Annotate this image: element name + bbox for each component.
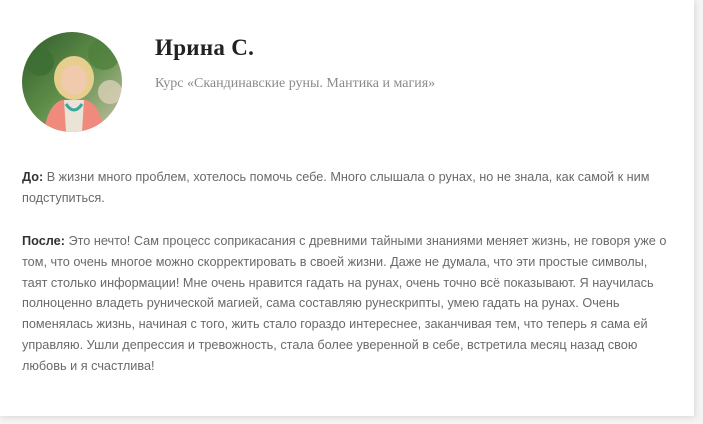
after-text: Это нечто! Сам процесс соприкасания с древними тайными знаниями меняет жизнь, не говоря уже о том, что очень многое можно скорректировать в своей жизни. Даже не думала, что эти простые символы, таят столько информации! Мне очень нравится гадать на рунах, очень точно всё показывают. Я научилась полноценно владеть рунической магией, сама составляю рунескрипты, умею гадать на рунах. Очень поменялась жизнь, начиная с того, жить стало гораздо интереснее, заканчивая тем, что теперь я сама ей управляю. Ушли депрессия и тревожность, стала более уверенной в себе, встретила месяц назад свою любовь и я счастлива! <box>22 234 667 373</box>
before-paragraph <box>22 167 667 209</box>
after-paragraph <box>22 231 667 377</box>
before-text: В жизни много проблем, хотелось помочь себе. Много слышала о рунах, но не знала, как самой к ним подступиться. <box>22 170 650 205</box>
reviewer-name: Ирина С. <box>155 35 255 60</box>
after-label: После: <box>22 234 65 248</box>
course-title: Курс «Скандинавские руны. Мантика и магия» <box>155 76 436 91</box>
avatar-photo-icon <box>22 32 122 132</box>
before-label: До: <box>22 170 44 184</box>
avatar <box>22 32 122 132</box>
